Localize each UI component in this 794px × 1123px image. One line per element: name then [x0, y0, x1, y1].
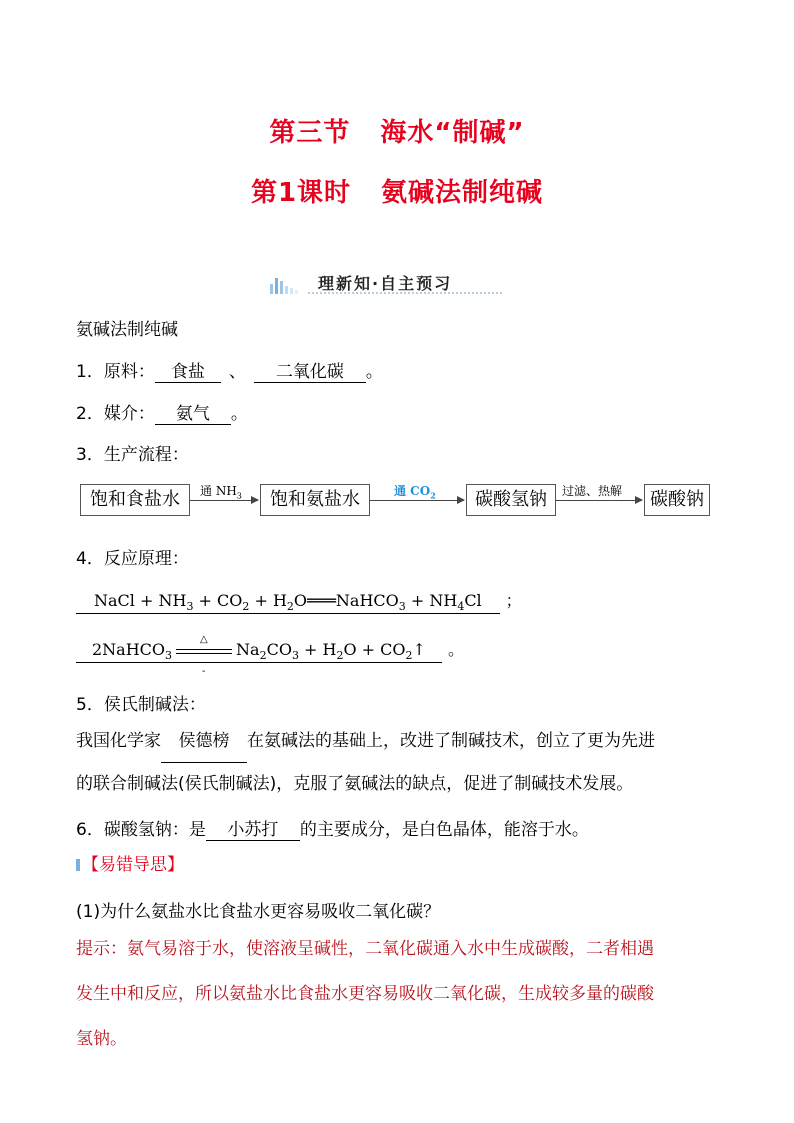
flow-arrow [190, 484, 258, 501]
item-hou-method: 5．侯氏制碱法： [76, 695, 206, 715]
section-banner-label: 理新知·自主预习 [318, 274, 453, 293]
flow-box: 碳酸氢钠 [466, 484, 556, 516]
item-sodium-bicarbonate: 6．碳酸氢钠：是 小苏打 的主要成分，是白色晶体，能溶于水。 [76, 815, 589, 841]
flow-arrow [370, 484, 464, 501]
flow-box: 饱和食盐水 [80, 484, 190, 516]
divider [308, 292, 502, 296]
page-title-section: 第三节 海水“制碱” [269, 118, 525, 148]
heading: 氨碱法制纯碱 [76, 320, 178, 340]
answer-blank: 2NaHCO$_3$ △ - $Na_2CO_3 + H_2O$ + $CO_2↑$ [76, 640, 442, 663]
answer-blank: 二氧化碳 [254, 357, 366, 383]
question: (1)为什么氨盐水比食盐水更容易吸收二氧化碳？ [76, 902, 441, 922]
section-banner [268, 270, 502, 298]
flow-arrow-label: 过滤、热解 [562, 484, 623, 498]
flow-box: 碳酸钠 [644, 484, 710, 516]
item-principle: 4．反应原理： [76, 549, 189, 569]
flow-arrow [556, 484, 642, 501]
reaction-equation-1: NaCl + $NH_3 + CO_2$ + $H_2O═══NaHCO_3 + NH_4Cl$ ； [76, 588, 522, 614]
flow-arrow-label: 通 $CO_2$ [394, 484, 436, 501]
item-process: 3．生产流程： [76, 445, 189, 465]
flow-arrow-label: 通 $NH_3$ [200, 484, 242, 501]
flow-box: 饱和氨盐水 [260, 484, 370, 516]
answer-blank: 食盐 [155, 357, 221, 383]
process-flow [80, 484, 720, 516]
hint-paragraph: 提示：氨气易溶于水，使溶液呈碱性，二氧化碳通入水中生成碳酸，二者相遇 发生中和反应，所以氨盐水比食盐水更容易吸收二氧化碳，生成较多量的碳酸 氢钠。 [76, 939, 654, 1049]
answer-blank: NaCl + $NH_3 + CO_2$ + $H_2O═══NaHCO_3 + NH_4Cl$ [76, 591, 500, 614]
reaction-equation-2: 2NaHCO$_3$ △ - $Na_2CO_3 + H_2O$ + $CO_2↑$ 。 [76, 637, 464, 663]
answer-blank: 小苏打 [206, 815, 300, 841]
page-title-lesson: 第1课时 氨碱法制纯碱 [250, 178, 544, 208]
mistake-guide-heading: 【易错导思】 [76, 850, 184, 875]
answer-blank: 侯德榜 [161, 720, 247, 763]
item-raw-materials: 1．原料： 食盐 、 二氧化碳 。 [76, 357, 383, 383]
bar-decoration-icon [268, 274, 308, 294]
item-medium: 2．媒介： 氨气 。 [76, 399, 248, 425]
heating-equals-sign: △ - [176, 644, 232, 658]
bookmark-icon [76, 859, 80, 871]
hou-paragraph: 我国化学家 侯德榜 在氨碱法的基础上，改进了制碱技术，创立了更为先进 的联合制碱法(侯氏制碱法)，克服了氨碱法的缺点，促进了制碱技术发展。 [76, 720, 726, 805]
answer-blank: 氨气 [155, 399, 231, 425]
